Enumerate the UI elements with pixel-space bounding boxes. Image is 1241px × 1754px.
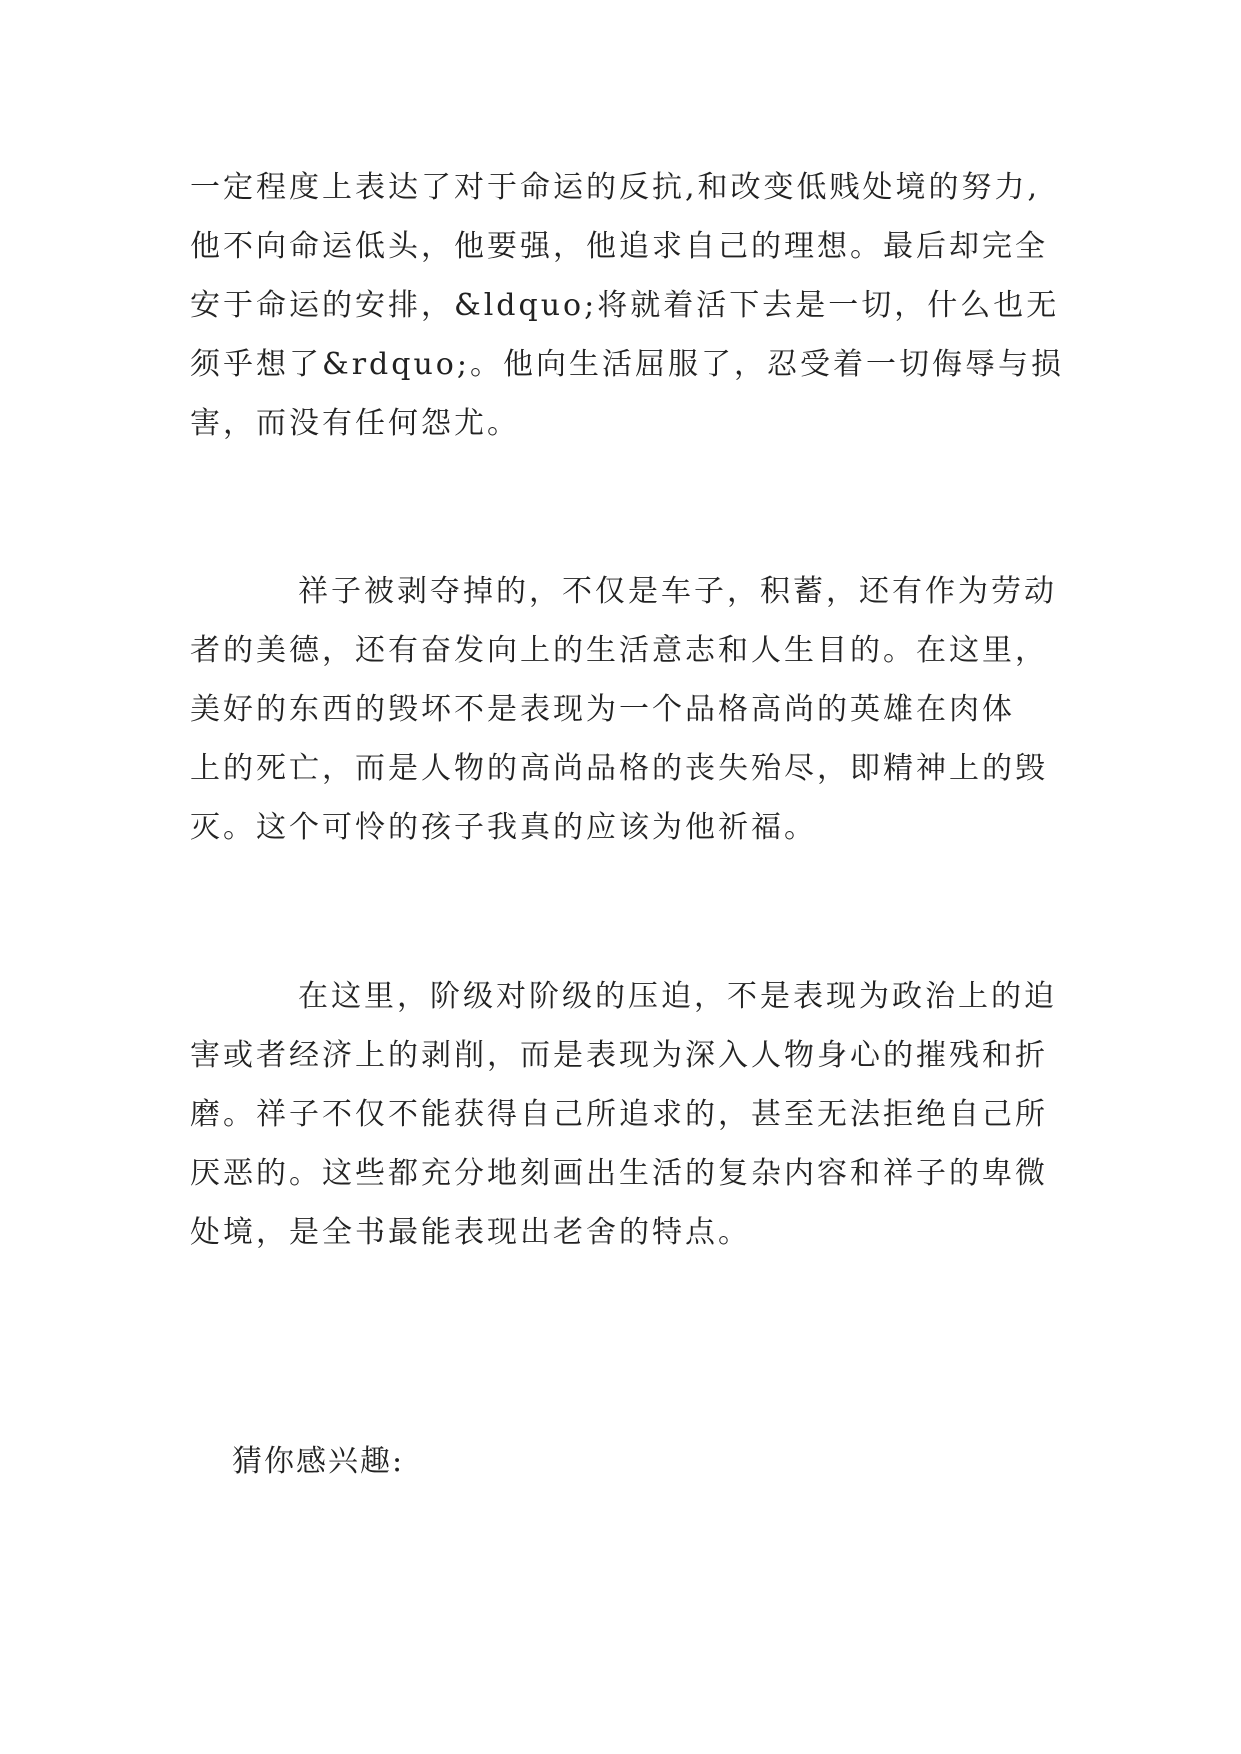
paragraph-line: 美好的东西的毁坏不是表现为一个品格高尚的英雄在肉体 xyxy=(190,692,1015,727)
paragraph-line: 一定程度上表达了对于命运的反抗,和改变低贱处境的努力, xyxy=(190,170,1041,205)
paragraph-line: 须乎想了&rdquo;。他向生活屈服了，忍受着一切侮辱与损 xyxy=(190,347,1064,382)
paragraph-line: 他不向命运低头，他要强，他追求自己的理想。最后却完全 xyxy=(190,229,1048,264)
paragraph-line: 灭。这个可怜的孩子我真的应该为他祈福。 xyxy=(190,810,817,845)
paragraph-line: 处境，是全书最能表现出老舍的特点。 xyxy=(190,1215,751,1250)
paragraph-line: 上的死亡，而是人物的高尚品格的丧失殆尽，即精神上的毁 xyxy=(190,751,1048,786)
paragraph-line: 厌恶的。这些都充分地刻画出生活的复杂内容和祥子的卑微 xyxy=(190,1156,1048,1191)
paragraph-line: 在这里，阶级对阶级的压迫，不是表现为政治上的迫 xyxy=(298,979,1057,1014)
paragraph-line: 害或者经济上的剥削，而是表现为深入人物身心的摧残和折 xyxy=(190,1038,1048,1073)
paragraph-line: 害，而没有任何怨尤。 xyxy=(190,406,520,441)
paragraph-line: 安于命运的安排，&ldquo;将就着活下去是一切，什么也无 xyxy=(190,288,1060,323)
paragraph-line: 祥子被剥夺掉的，不仅是车子，积蓄，还有作为劳动 xyxy=(298,574,1057,609)
paragraph-line: 磨。祥子不仅不能获得自己所追求的，甚至无法拒绝自己所 xyxy=(190,1097,1048,1132)
paragraph-line: 者的美德，还有奋发向上的生活意志和人生目的。在这里， xyxy=(190,633,1048,668)
related-articles-label: 猜你感兴趣: xyxy=(232,1444,405,1479)
